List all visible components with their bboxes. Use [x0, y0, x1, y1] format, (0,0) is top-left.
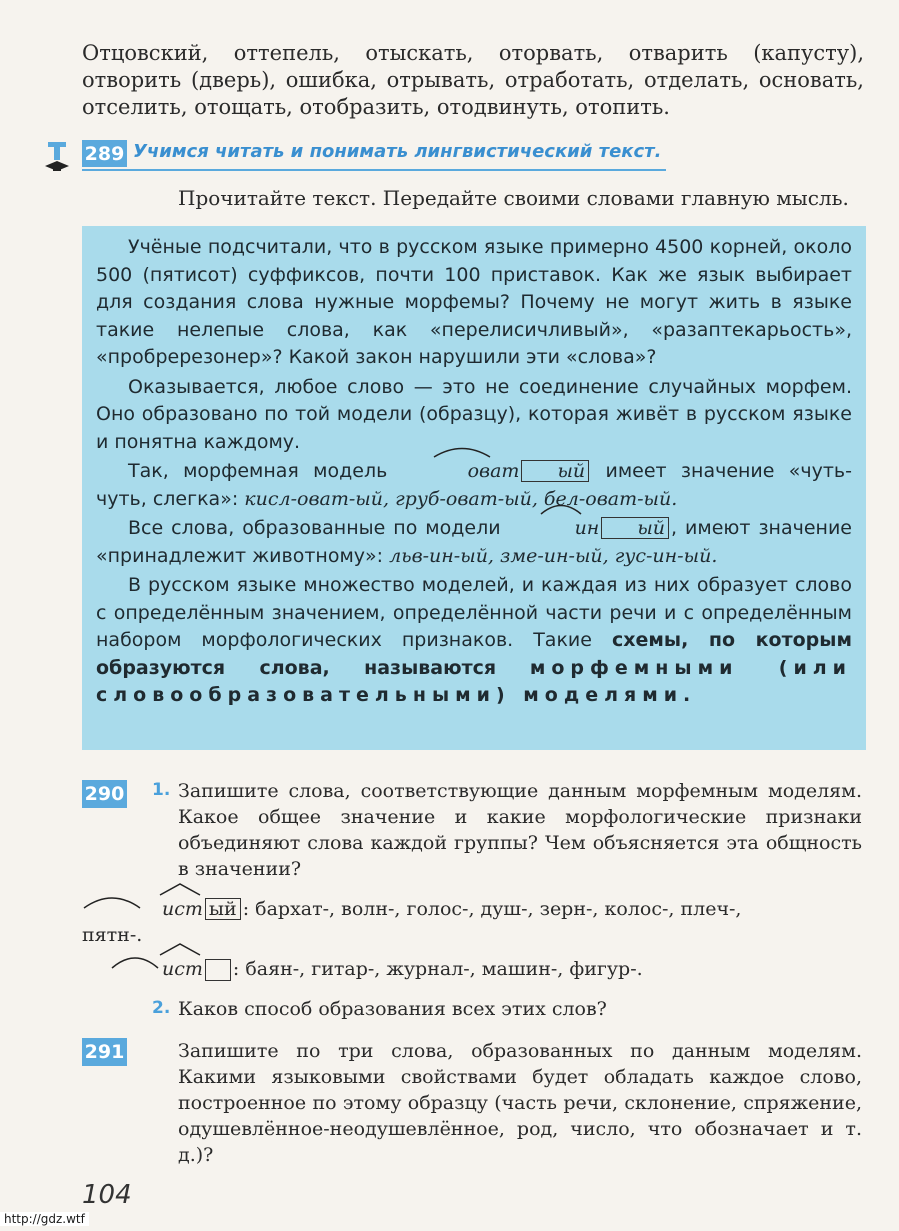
- model-ist-2: [160, 956, 233, 982]
- model-ist-1-ending: ый: [205, 898, 241, 920]
- model-ist-1: [160, 896, 243, 922]
- model-ist-1-continuation: пятн-.: [82, 924, 143, 946]
- exercise-289-title: Учимся читать и понимать лингвистический текст.: [133, 141, 662, 162]
- theory-paragraph-1: Учёные подсчитали, что в русском языке примерно 4500 корней, около 500 (пятисот) суффиксов, почти 100 приставок. Как же язык выбирает для создания слова нужные морфемы? Почему не могут жить в языке такие нелепые слова, как «перелисичливый», «разаптекарьость», «пробререзонер»? Какой закон нарушили эти «слова»?: [96, 236, 852, 368]
- exercise-289-underline: [82, 169, 666, 171]
- exercise-290-item2-text: Каков способ образования всех этих слов?: [178, 998, 607, 1020]
- model-ist-1-root: ист: [162, 898, 203, 920]
- model-in-ending: ый: [601, 517, 669, 539]
- p4-examples: льв-ин-ый, зме-ин-ый, гус-ин-ый.: [389, 544, 718, 567]
- model-ovat: [402, 458, 592, 486]
- model-in-root: ин: [574, 517, 600, 539]
- p5-bold: схемы, по которым образуются слова, называются: [96, 629, 852, 679]
- theory-paragraph-3: [96, 458, 852, 513]
- exercise-291-text: Запишите по три слова, образованных по данным моделям. Какими языковыми свойствами будет обладать каждое слово, построенное по этому образцу (часть речи, склонение, спряжение, одушевлённое-неодушевлённое, род, число, что обозначает и т. д.)?: [178, 1040, 862, 1166]
- p4-start: Все слова, образованные по модели: [128, 517, 501, 539]
- theory-text: [96, 234, 852, 710]
- exercise-290-number: 290: [82, 780, 127, 808]
- model-ovat-ending: ый: [521, 460, 589, 482]
- model-ist-line: [82, 896, 864, 922]
- theory-hat-icon: [44, 140, 70, 174]
- exercise-289-number: 289: [82, 140, 127, 167]
- p3-start: Так, морфемная модель: [128, 460, 388, 482]
- p5-start: В русском языке множество моделей, и каждая из них образует слово с определённым значением, определённой части речи и с определённым набором морфологических признаков. Такие: [96, 574, 852, 651]
- exercise-290-item1-number: 1.: [152, 780, 171, 800]
- theory-paragraph-2: Оказывается, любое слово — это не соединение случайных морфем. Оно образовано по той модели (образцу), которая живёт в русском языке и понятна каждому.: [96, 375, 852, 453]
- word-list-paragraph: Отцовский, оттепель, отыскать, оторвать, отварить (капусту), отворить (дверь), ошибка, отрывать, отработать, отделать, основать, отселить, отощать, отобразить, отодвинуть, отопить.: [82, 41, 864, 119]
- exercise-290-item1-text: Запишите слова, соответствующие данным морфемным моделям. Какое общее значение и какие морфологические признаки объединяют слова каждой группы? Чем объясняется эта общность в значении?: [178, 780, 862, 880]
- model-ist-2-root: ист: [162, 958, 203, 980]
- model-ovat-root: оват: [467, 460, 520, 482]
- p4-mid: , имеют значение «принадлежит животному»:: [96, 517, 852, 567]
- model-ist-2-words: : баян-, гитар-, журнал-, машин-, фигур-.: [232, 958, 643, 980]
- p5-spaced: морфемными (или словообразовательными) моделями.: [96, 656, 852, 706]
- p3-examples: кисл-оват-ый, груб-оват-ый, бел-оват-ый.: [244, 487, 678, 510]
- exercise-291-number: 291: [82, 1038, 127, 1066]
- model-ist-2-empty-ending: [205, 959, 231, 981]
- theory-paragraph-4: [96, 515, 852, 570]
- p3-mid: имеет значение «чуть-чуть, слегка»:: [96, 460, 852, 510]
- page-number: 104: [82, 1180, 132, 1210]
- exercise-289-task: Прочитайте текст. Передайте своими словами главную мысль.: [178, 186, 849, 210]
- model-ist-1-words: : бархат-, волн-, голос-, душ-, зерн-, колос-, плеч-,: [242, 898, 742, 920]
- exercise-290-item2-number: 2.: [152, 998, 171, 1018]
- theory-paragraph-5: [96, 572, 852, 710]
- watermark-link[interactable]: http://gdz.wtf: [0, 1212, 89, 1226]
- model-in: [509, 515, 671, 543]
- model-ist-2-line: [110, 956, 643, 982]
